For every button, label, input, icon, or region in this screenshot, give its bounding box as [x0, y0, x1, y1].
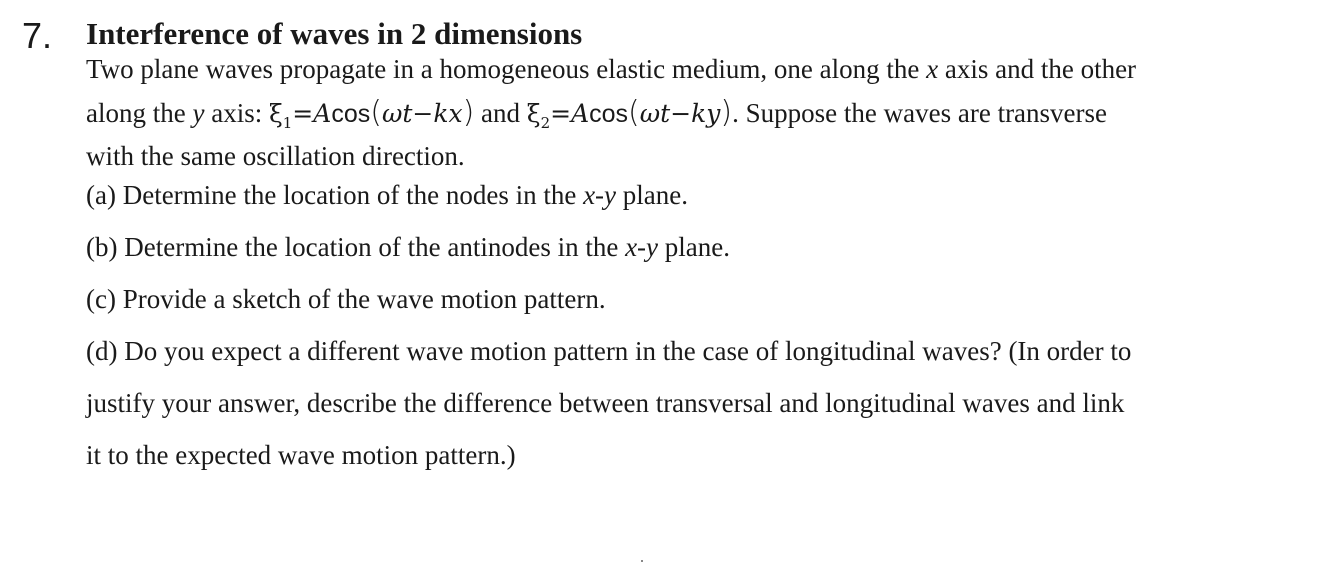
- eq1-close-paren: ): [462, 95, 475, 130]
- intro-line-2-suffix: . Suppose the waves are transverse: [732, 98, 1108, 128]
- part-d-line-2: justify your answer, describe the difference between transversal and longitudinal waves and link: [86, 388, 1125, 418]
- part-a-var: x-y: [583, 180, 617, 210]
- axis-label: axis:: [204, 98, 269, 128]
- eq1-subscript: 1: [282, 114, 293, 132]
- eq2-symbol: ξ: [526, 99, 541, 128]
- eq2-amplitude: A: [571, 99, 590, 128]
- eq2-open-paren: (: [628, 95, 640, 130]
- intro-line-1-suffix: axis and the other: [938, 54, 1137, 84]
- part-a-suffix: plane.: [616, 180, 689, 210]
- intro-line-1: [86, 52, 1136, 86]
- equation-2: [526, 95, 733, 132]
- var-y: y: [192, 98, 205, 128]
- part-d-line-3: it to the expected wave motion pattern.): [86, 440, 516, 470]
- part-a: [86, 178, 688, 212]
- eq2-close-paren: ): [720, 95, 733, 130]
- eq2-cos: cos: [589, 100, 629, 128]
- intro-line-2: [86, 96, 1107, 131]
- eq2-omega-t: ωt: [639, 99, 671, 128]
- part-d-line-1: (d) Do you expect a different wave motion pattern in the case of longitudinal waves? (In order to: [86, 336, 1132, 366]
- equation-1: [268, 95, 475, 132]
- eq2-subscript: 2: [540, 114, 551, 132]
- stray-dot: [641, 560, 643, 562]
- eq2-equals: =: [550, 99, 572, 128]
- part-b-suffix: plane.: [658, 232, 731, 262]
- intro-line-3: with the same oscillation direction.: [86, 141, 465, 171]
- eq1-amplitude: A: [313, 99, 332, 128]
- problem-title: Interference of waves in 2 dimensions: [86, 16, 583, 51]
- part-b-var: x-y: [625, 232, 659, 262]
- eq2-ky: ky: [691, 99, 721, 128]
- eq1-omega-t: ωt: [381, 99, 413, 128]
- var-x: x: [926, 54, 939, 84]
- intro-line-1-prefix: Two plane waves propagate in a homogeneous elastic medium, one along the: [86, 54, 927, 84]
- eq1-kx: kx: [433, 99, 463, 128]
- and-word: and: [474, 98, 527, 128]
- eq1-symbol: ξ: [268, 99, 283, 128]
- eq1-cos: cos: [331, 100, 371, 128]
- eq1-open-paren: (: [370, 95, 382, 130]
- intro-line-2-prefix: along the: [86, 98, 193, 128]
- eq2-minus: −: [670, 99, 692, 128]
- eq1-minus: −: [412, 99, 434, 128]
- problem-number: 7.: [22, 15, 53, 56]
- eq1-equals: =: [292, 99, 314, 128]
- part-b-prefix: (b) Determine the location of the antinodes in the: [86, 232, 626, 262]
- part-a-prefix: (a) Determine the location of the nodes in the: [86, 180, 584, 210]
- part-c: (c) Provide a sketch of the wave motion pattern.: [86, 284, 606, 314]
- part-b: [86, 230, 730, 264]
